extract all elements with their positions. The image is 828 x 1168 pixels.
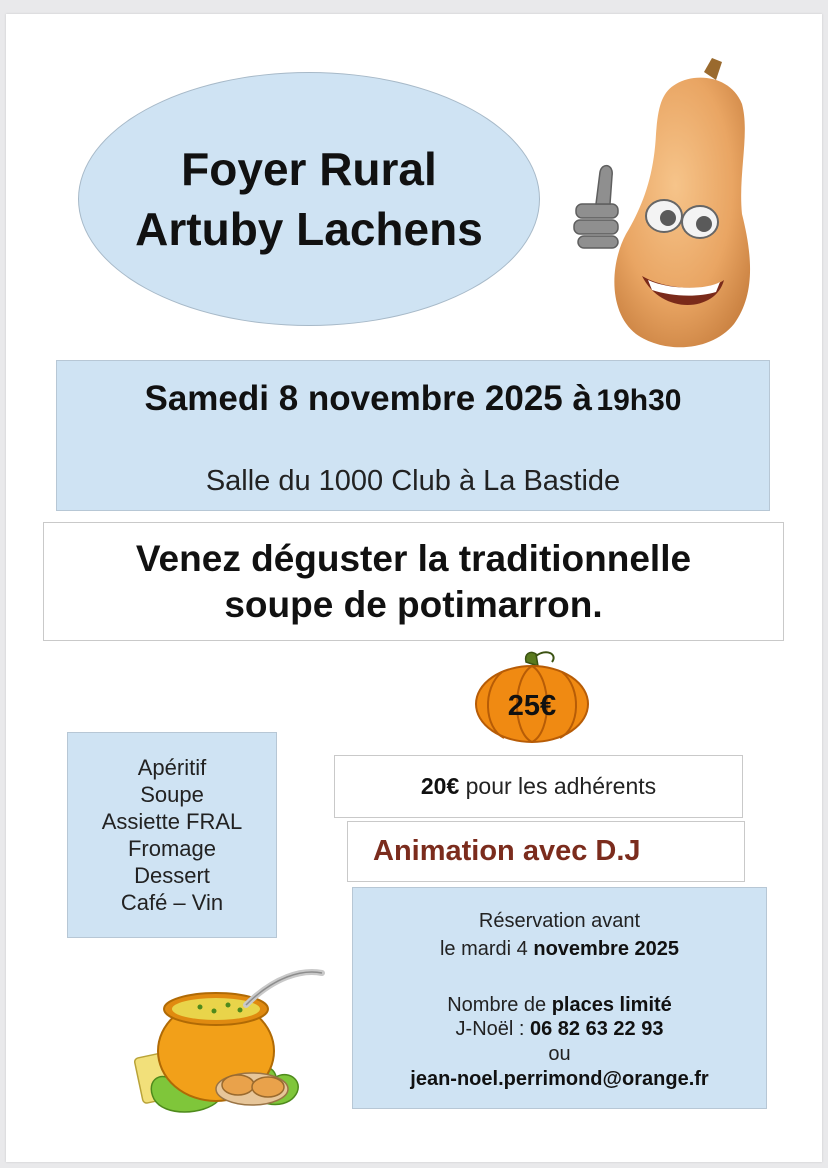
animation-box [347, 821, 745, 882]
event-date-line [57, 379, 769, 419]
menu-item: Dessert [134, 863, 210, 888]
contact-prefix: J-Noël : [455, 1018, 525, 1040]
soup-tureen-icon [134, 959, 329, 1129]
menu-item: Assiette FRAL [101, 809, 243, 834]
places-bold: places limité [551, 994, 672, 1016]
price-full: 25€ [507, 690, 557, 722]
contact-line [353, 1018, 766, 1041]
contact-email [353, 1068, 766, 1091]
or-line: ou [548, 1043, 571, 1065]
reservation-line-2 [353, 938, 766, 961]
invitation-box [43, 522, 784, 641]
title-line-1: Foyer Rural [181, 143, 437, 195]
places-line [353, 994, 766, 1017]
price-pumpkin [472, 648, 592, 744]
reservation-line-1: Réservation avant [478, 910, 641, 932]
member-price-text: pour les adhérents [465, 773, 657, 799]
flyer-page [6, 14, 822, 1162]
menu-item: Soupe [140, 782, 204, 807]
menu-item: Fromage [127, 836, 217, 861]
contact-email-text: jean-noel.perrimond@orange.fr [410, 1068, 709, 1090]
contact-phone: 06 82 63 22 93 [530, 1018, 664, 1040]
animation-text: Animation avec D.J [373, 835, 641, 867]
event-venue: Salle du 1000 Club à La Bastide [205, 465, 621, 497]
menu-item: Apéritif [137, 755, 207, 780]
event-time: 19h30 [596, 384, 682, 417]
reservation-box [352, 887, 767, 1109]
menu-box [67, 732, 277, 938]
event-date-box [56, 360, 770, 511]
title-line-2: Artuby Lachens [135, 203, 483, 255]
butternut-squash-mascot-icon [566, 54, 756, 354]
title-oval [78, 72, 540, 326]
reservation-date-prefix: le mardi 4 [439, 938, 528, 960]
member-price: 20€ [420, 773, 460, 799]
places-prefix: Nombre de [447, 994, 547, 1016]
invitation-line-2: soupe de potimarron. [224, 583, 603, 625]
member-price-box [334, 755, 743, 818]
menu-item: Café – Vin [120, 890, 224, 915]
event-date: Samedi 8 novembre 2025 à [144, 379, 592, 418]
invitation-line-1: Venez déguster la traditionnelle [135, 537, 692, 579]
reservation-date-bold: novembre 2025 [533, 938, 679, 960]
